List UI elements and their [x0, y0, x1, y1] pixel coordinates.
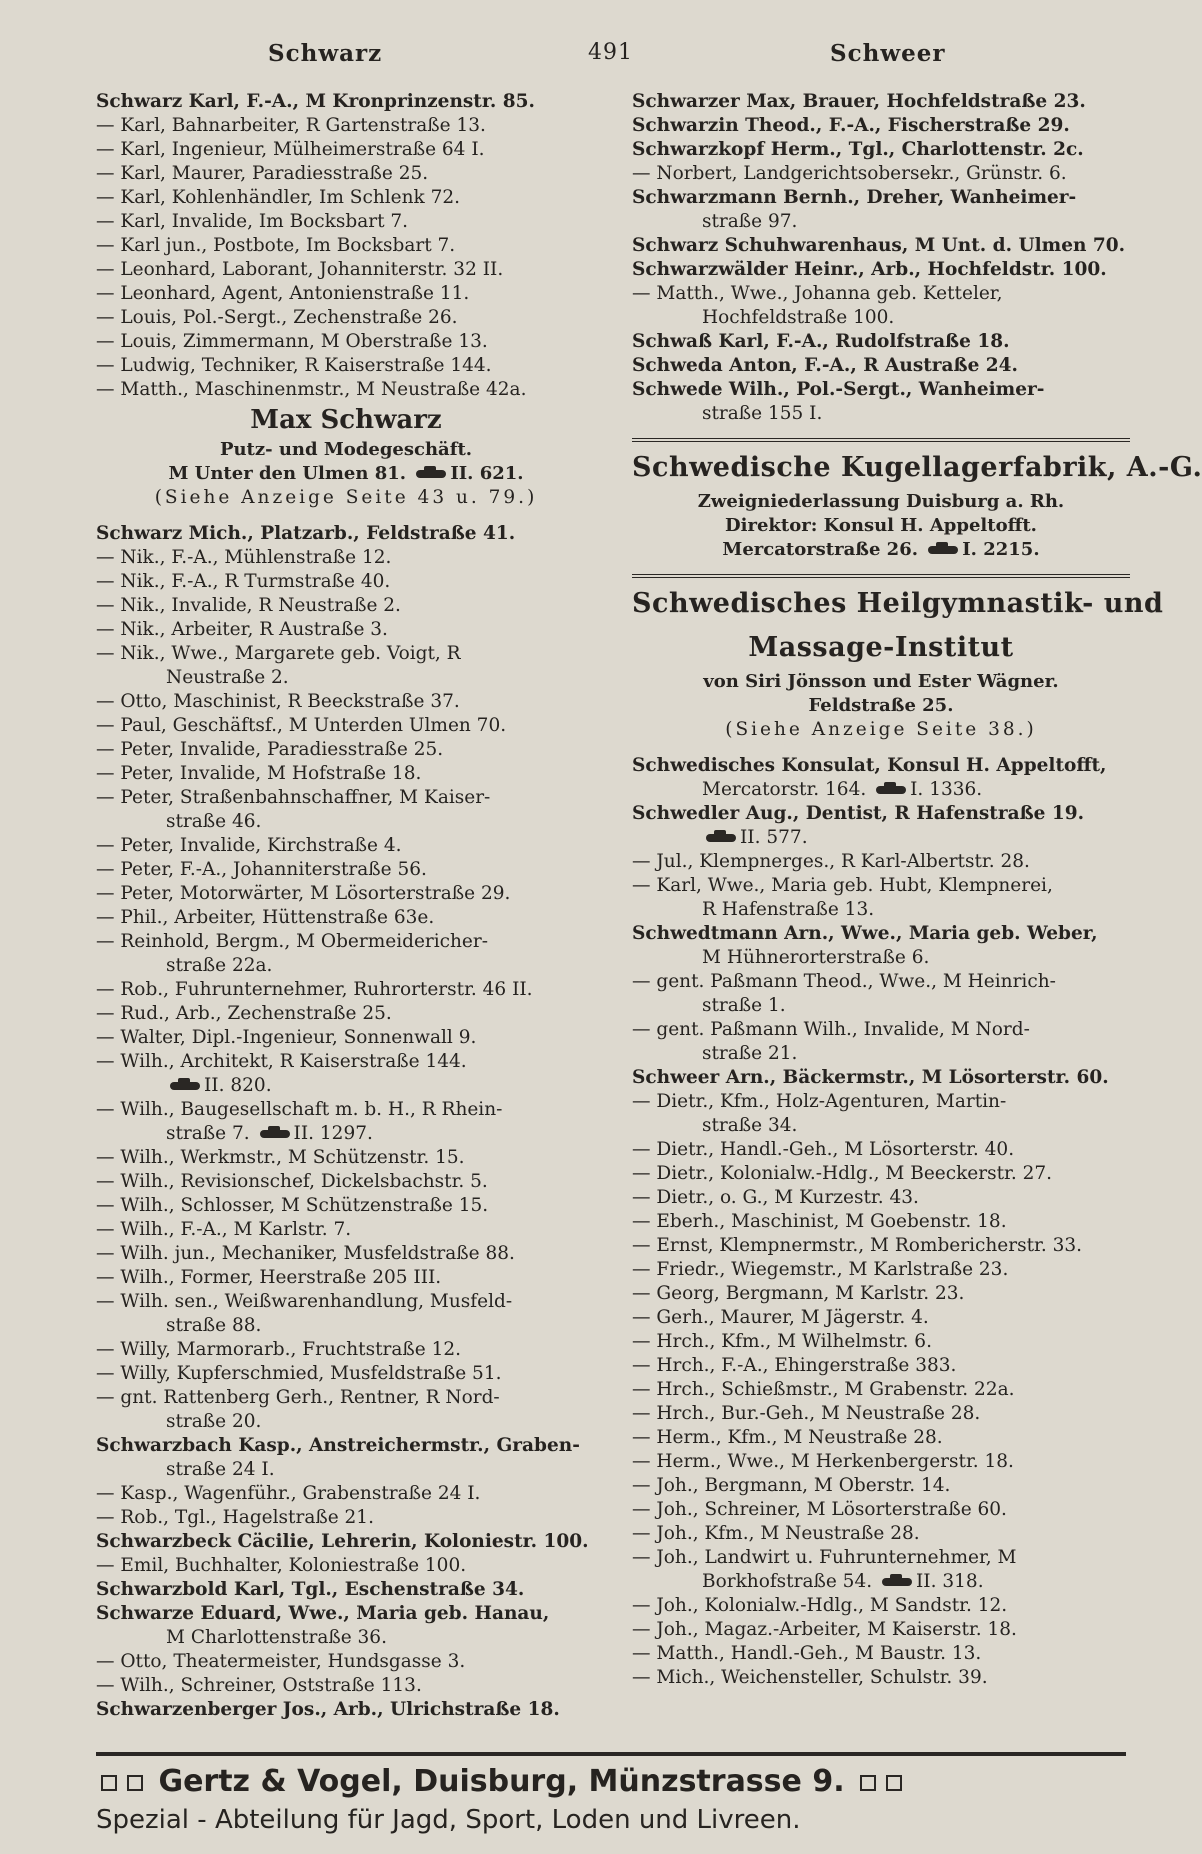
directory-entry [632, 378, 1130, 402]
running-head-left: Schwarz [268, 40, 383, 67]
directory-entry [632, 1546, 1130, 1570]
entry-text: — Karl, Kohlenhändler, Im Schlenk 72. [96, 187, 461, 208]
entry-text: — Rud., Arb., Zechenstraße 25. [96, 1003, 392, 1024]
entry-continuation [96, 1410, 596, 1434]
entry-continuation [96, 1314, 596, 1338]
directory-entry [96, 378, 596, 402]
entry-text: straße 24 I. [166, 1459, 275, 1480]
entry-text: — Karl, Invalide, Im Bocksbart 7. [96, 211, 409, 232]
entry-text: — Paul, Geschäftsf., M Unterden Ulmen 70. [96, 715, 507, 736]
footer-line-2: Spezial - Abteilung für Jagd, Sport, Loden und Livreen. [96, 1805, 801, 1835]
directory-entry [632, 1282, 1130, 1306]
entry-text: — Hrch., F.-A., Ehingerstraße 383. [632, 1355, 957, 1376]
directory-entry [632, 1354, 1130, 1378]
entry-text: — Karl, Wwe., Maria geb. Hubt, Klempnerei, [632, 875, 1053, 896]
advertisement-text [96, 462, 596, 486]
directory-entry [96, 690, 596, 714]
advertisement-heading [96, 402, 596, 438]
directory-entry [96, 1338, 596, 1362]
entry-text: — Karl jun., Postbote, Im Bocksbart 7. [96, 235, 456, 256]
entry-text: — Karl, Ingenieur, Mülheimerstraße 64 I. [96, 139, 485, 160]
directory-entry [96, 1434, 596, 1458]
surname-entry-text: Schwarzkopf Herm., Tgl., Charlottenstr. 2c. [632, 139, 1084, 160]
entry-text: — Leonhard, Laborant, Johanniterstr. 32 II. [96, 259, 504, 280]
entry-text: — Matth., Wwe., Johanna geb. Ketteler, [632, 283, 1003, 304]
telephone-icon [260, 1130, 290, 1138]
directory-entry [96, 90, 596, 114]
entry-text: — Emil, Buchhalter, Koloniestraße 100. [96, 1555, 467, 1576]
directory-entry [632, 1162, 1130, 1186]
telephone-icon [882, 1578, 912, 1586]
surname-entry-text: Schwarzmann Bernh., Dreher, Wanheimer- [632, 187, 1077, 208]
directory-entry [632, 1642, 1130, 1666]
surname-entry-text: Schweer Arn., Bäckermstr., M Lösorterstr. 60. [632, 1067, 1109, 1088]
entry-text: — Nik., F.-A., Mühlenstraße 12. [96, 547, 392, 568]
entry-text: — Louis, Pol.-Sergt., Zechenstraße 26. [96, 307, 458, 328]
surname-entry-text: Schwede Wilh., Pol.-Sergt., Wanheimer- [632, 379, 1045, 400]
surname-entry-text: Schwarzer Max, Brauer, Hochfeldstraße 23. [632, 91, 1086, 112]
entry-text: R Hafenstraße 13. [702, 899, 875, 920]
directory-entry [632, 1234, 1130, 1258]
entry-text: M Unter den Ulmen 81. [168, 463, 407, 484]
advertisement-title [632, 582, 1164, 626]
entry-text: straße 34. [702, 1115, 798, 1136]
running-head-right: Schweer [830, 40, 946, 67]
entry-text: — Wilh., Architekt, R Kaiserstraße 144. [96, 1051, 467, 1072]
phone-number: I. 1336. [910, 779, 983, 800]
spacer [632, 562, 1130, 574]
directory-entry [96, 786, 596, 810]
entry-continuation [632, 1114, 1130, 1138]
surname-entry-text: Schwarz Karl, F.-A., M Kronprinzenstr. 85. [96, 91, 535, 112]
directory-entry [96, 282, 596, 306]
entry-text: — Dietr., Kolonialw.-Hdlg., M Beeckerstr. 27. [632, 1163, 1053, 1184]
directory-entry [632, 1594, 1130, 1618]
entry-text: — Herm., Wwe., M Herkenbergerstr. 18. [632, 1451, 1014, 1472]
entry-text: — Phil., Arbeiter, Hüttenstraße 63e. [96, 907, 435, 928]
advertisement-text [632, 694, 1130, 718]
surname-entry-text: Schwedtmann Arn., Wwe., Maria geb. Weber, [632, 923, 1098, 944]
entry-text: — Georg, Bergmann, M Karlstr. 23. [632, 1283, 965, 1304]
entry-continuation [632, 778, 1130, 802]
entry-text: — Wilh. jun., Mechaniker, Musfeldstraße 88. [96, 1243, 515, 1264]
directory-entry [632, 1210, 1130, 1234]
directory-entry [96, 570, 596, 594]
directory-entry [96, 1002, 596, 1026]
advertisement-title [632, 626, 1130, 670]
directory-entry [96, 1482, 596, 1506]
directory-entry [632, 1258, 1130, 1282]
directory-entry [96, 138, 596, 162]
entry-text: — Leonhard, Agent, Antonienstraße 11. [96, 283, 470, 304]
entry-text: Massage-Institut [748, 632, 1014, 663]
entry-text: — Kasp., Wagenführ., Grabenstraße 24 I. [96, 1483, 481, 1504]
entry-text: — gnt. Rattenberg Gerh., Rentner, R Nord- [96, 1387, 500, 1408]
directory-entry [632, 754, 1130, 778]
entry-text: — Nik., Wwe., Margarete geb. Voigt, R [96, 643, 461, 664]
directory-entry [632, 850, 1130, 874]
directory-entry [632, 1306, 1130, 1330]
entry-text: — Rob., Fuhrunternehmer, Ruhrorterstr. 46 II. [96, 979, 533, 1000]
directory-entry [632, 1378, 1130, 1402]
entry-text: — Wilh., Former, Heerstraße 205 III. [96, 1267, 442, 1288]
advertisement-text [632, 514, 1130, 538]
entry-text: (Siehe Anzeige Seite 38.) [725, 719, 1037, 740]
entry-text: straße 22a. [166, 955, 273, 976]
directory-entry [96, 882, 596, 906]
entry-text: — Joh., Magaz.-Arbeiter, M Kaiserstr. 18. [632, 1619, 1017, 1640]
entry-text: — Hrch., Kfm., M Wilhelmstr. 6. [632, 1331, 932, 1352]
directory-entry [96, 1050, 596, 1074]
entry-continuation [632, 1042, 1130, 1066]
directory-entry [96, 1194, 596, 1218]
spacer [632, 742, 1130, 754]
entry-continuation [96, 954, 596, 978]
entry-continuation [96, 666, 596, 690]
directory-entry [96, 618, 596, 642]
surname-entry-text: Schwaß Karl, F.-A., Rudolfstraße 18. [632, 331, 1010, 352]
entry-text: — gent. Paßmann Theod., Wwe., M Heinrich- [632, 971, 1056, 992]
entry-text: Mercatorstraße 26. [722, 539, 918, 560]
entry-text: — Joh., Kolonialw.-Hdlg., M Sandstr. 12. [632, 1595, 1008, 1616]
entry-text: — Ernst, Klempnermstr., M Rombericherstr. 33. [632, 1235, 1083, 1256]
directory-entry [632, 970, 1130, 994]
entry-text: — Peter, Motorwärter, M Lösorterstraße 29. [96, 883, 511, 904]
directory-entry [96, 330, 596, 354]
directory-entry [632, 90, 1130, 114]
directory-entry [632, 1450, 1130, 1474]
entry-text: straße 155 I. [702, 403, 823, 424]
directory-entry [632, 234, 1130, 258]
entry-text: Hochfeldstraße 100. [702, 307, 895, 328]
entry-text: — Herm., Kfm., M Neustraße 28. [632, 1427, 943, 1448]
directory-entry [632, 330, 1130, 354]
entry-text: — Wilh., Schreiner, Oststraße 113. [96, 1675, 422, 1696]
surname-entry-text: Schweda Anton, F.-A., R Austraße 24. [632, 355, 1018, 376]
entry-text: straße 7. [166, 1123, 250, 1144]
entry-text: — Willy, Marmorarb., Fruchtstraße 12. [96, 1339, 461, 1360]
entry-text: — Louis, Zimmermann, M Oberstraße 13. [96, 331, 488, 352]
directory-entry [96, 1530, 596, 1554]
entry-text: — Peter, F.-A., Johanniterstraße 56. [96, 859, 427, 880]
entry-text: — Nik., Invalide, R Neustraße 2. [96, 595, 401, 616]
directory-entry [632, 162, 1130, 186]
entry-text: — Wilh., F.-A., M Karlstr. 7. [96, 1219, 352, 1240]
directory-entry [96, 594, 596, 618]
entry-text: — Wilh., Schlosser, M Schützenstraße 15. [96, 1195, 489, 1216]
entry-text: Mercatorstr. 164. [702, 779, 867, 800]
directory-entry [632, 138, 1130, 162]
directory-entry [96, 1650, 596, 1674]
directory-entry [96, 1026, 596, 1050]
directory-entry [96, 1242, 596, 1266]
surname-entry-text: Schwarzwälder Heinr., Arb., Hochfeldstr. 100. [632, 259, 1107, 280]
phone-number: II. 621. [450, 463, 524, 484]
entry-continuation [632, 946, 1130, 970]
directory-entry [96, 930, 596, 954]
entry-text: — gent. Paßmann Wilh., Invalide, M Nord- [632, 1019, 1030, 1040]
page-number: 491 [588, 40, 633, 65]
directory-entry [96, 258, 596, 282]
directory-entry [632, 1426, 1130, 1450]
entry-text: — Matth., Handl.-Geh., M Baustr. 13. [632, 1643, 982, 1664]
entry-text: Putz- und Modegeschäft. [219, 439, 473, 460]
entry-text: — Wilh. sen., Weißwarenhandlung, Musfeld- [96, 1291, 513, 1312]
entry-text: — Jul., Klempnerges., R Karl-Albertstr. 28. [632, 851, 1030, 872]
advertisement-title [632, 446, 1202, 490]
directory-entry [96, 714, 596, 738]
square-ornament-icon [886, 1775, 902, 1791]
directory-entry [632, 1474, 1130, 1498]
directory-entry [632, 1522, 1130, 1546]
directory-entry [96, 1266, 596, 1290]
entry-continuation [632, 306, 1130, 330]
left-column [96, 90, 596, 1722]
entry-text: — Eberh., Maschinist, M Goebenstr. 18. [632, 1211, 1007, 1232]
entry-text: — Otto, Theatermeister, Hundsgasse 3. [96, 1651, 466, 1672]
entry-continuation [632, 210, 1130, 234]
directory-entry [96, 1098, 596, 1122]
directory-entry [96, 186, 596, 210]
entry-text: M Charlottenstraße 36. [166, 1627, 387, 1648]
directory-entry [96, 1218, 596, 1242]
entry-text: — Otto, Maschinist, R Beeckstraße 37. [96, 691, 460, 712]
phone-number: II. 1297. [293, 1123, 373, 1144]
entry-text: — Willy, Kupferschmied, Musfeldstraße 51. [96, 1363, 502, 1384]
entry-text: (Siehe Anzeige Seite 43 u. 79.) [154, 487, 538, 508]
entry-continuation [632, 826, 1130, 850]
entry-text: — Hrch., Bur.-Geh., M Neustraße 28. [632, 1403, 981, 1424]
footer-line-1 [96, 1762, 1126, 1802]
directory-entry [632, 1402, 1130, 1426]
directory-entry [96, 1362, 596, 1386]
entry-text: Feldstraße 25. [808, 695, 954, 716]
spacer [632, 426, 1130, 438]
directory-entry [632, 1618, 1130, 1642]
entry-text: straße 97. [702, 211, 798, 232]
directory-entry [96, 1506, 596, 1530]
entry-text: Schwedisches Heilgymnastik- und [632, 588, 1164, 619]
entry-continuation [632, 402, 1130, 426]
entry-text: — Friedr., Wiegemstr., M Karlstraße 23. [632, 1259, 1009, 1280]
directory-entry [632, 1330, 1130, 1354]
directory-entry [96, 546, 596, 570]
entry-text: — Karl, Bahnarbeiter, R Gartenstraße 13. [96, 115, 486, 136]
directory-entry [632, 258, 1130, 282]
directory-entry [96, 834, 596, 858]
entry-text: — Wilh., Baugesellschaft m. b. H., R Rhein- [96, 1099, 503, 1120]
telephone-icon [928, 546, 958, 554]
directory-entry [96, 1602, 596, 1626]
directory-entry [96, 234, 596, 258]
advertisement-text [632, 670, 1130, 694]
directory-entry [96, 1698, 596, 1722]
entry-text: — Ludwig, Techniker, R Kaiserstraße 144. [96, 355, 492, 376]
directory-entry [96, 162, 596, 186]
entry-text: — Joh., Kfm., M Neustraße 28. [632, 1523, 920, 1544]
directory-entry [96, 978, 596, 1002]
entry-text: — Reinhold, Bergm., M Obermeidericher- [96, 931, 488, 952]
directory-entry [96, 354, 596, 378]
advertisement-text [96, 438, 596, 462]
surname-entry-text: Schwarze Eduard, Wwe., Maria geb. Hanau, [96, 1603, 550, 1624]
surname-entry-text: Schwarz Schuhwarenhaus, M Unt. d. Ulmen 70. [632, 235, 1126, 256]
directory-entry [632, 1066, 1130, 1090]
telephone-icon [416, 470, 446, 478]
directory-entry [632, 186, 1130, 210]
entry-continuation [96, 1458, 596, 1482]
directory-entry [96, 114, 596, 138]
entry-text: — Gerh., Maurer, M Jägerstr. 4. [632, 1307, 929, 1328]
spacer [96, 510, 596, 522]
directory-entry [632, 1018, 1130, 1042]
entry-text: straße 20. [166, 1411, 262, 1432]
footer-advertisement [96, 1752, 1126, 1838]
entry-text: Direktor: Konsul H. Appeltofft. [725, 515, 1037, 536]
entry-continuation [632, 994, 1130, 1018]
surname-entry-text: Schwarz Mich., Platzarb., Feldstraße 41. [96, 523, 516, 544]
directory-entry [96, 1674, 596, 1698]
entry-text: — Rob., Tgl., Hagelstraße 21. [96, 1507, 374, 1528]
entry-text: — Dietr., o. G., M Kurzestr. 43. [632, 1187, 919, 1208]
divider-rule [632, 574, 1130, 578]
entry-text: Borkhofstraße 54. [702, 1571, 873, 1592]
directory-entry [96, 858, 596, 882]
entry-text: Zweigniederlassung Duisburg a. Rh. [697, 491, 1065, 512]
phone-number: II. 318. [916, 1571, 984, 1592]
entry-text: — Hrch., Schießmstr., M Grabenstr. 22a. [632, 1379, 1015, 1400]
entry-continuation [632, 1570, 1130, 1594]
entry-text: — Joh., Bergmann, M Oberstr. 14. [632, 1475, 951, 1496]
phone-number: II. 820. [204, 1075, 272, 1096]
footer-company: Gertz & Vogel, Duisburg, Münzstrasse 9. [158, 1764, 845, 1799]
surname-entry-text: Schwarzbeck Cäcilie, Lehrerin, Koloniestr. 100. [96, 1531, 589, 1552]
advertisement-text [632, 490, 1130, 514]
entry-text: — Wilh., Werkmstr., M Schützenstr. 15. [96, 1147, 465, 1168]
entry-text: — Peter, Invalide, Paradiesstraße 25. [96, 739, 444, 760]
directory-entry [632, 1138, 1130, 1162]
directory-entry [632, 1186, 1130, 1210]
entry-text: — Karl, Maurer, Paradiesstraße 25. [96, 163, 429, 184]
entry-text: straße 21. [702, 1043, 798, 1064]
directory-entry [96, 906, 596, 930]
entry-text: — Nik., F.-A., R Turmstraße 40. [96, 571, 391, 592]
entry-text: Schwedische Kugellagerfabrik, A.-G. [632, 452, 1202, 483]
advertisement-reference [632, 718, 1130, 742]
advertisement-text [632, 538, 1130, 562]
entry-continuation [96, 1626, 596, 1650]
directory-entry [96, 522, 596, 546]
entry-text: — Walter, Dipl.-Ingenieur, Sonnenwall 9. [96, 1027, 477, 1048]
directory-entry [96, 642, 596, 666]
directory-entry [96, 1386, 596, 1410]
entry-text: Neustraße 2. [166, 667, 289, 688]
entry-text: — Peter, Straßenbahnschaffner, M Kaiser- [96, 787, 491, 808]
directory-entry [96, 1146, 596, 1170]
phone-number: II. 577. [740, 827, 808, 848]
surname-entry-text: Schwarzin Theod., F.-A., Fischerstraße 29. [632, 115, 1070, 136]
directory-entry [96, 210, 596, 234]
directory-entry [632, 1090, 1130, 1114]
directory-entry [96, 1554, 596, 1578]
square-ornament-icon [101, 1775, 117, 1791]
entry-text: — Mich., Weichensteller, Schulstr. 39. [632, 1667, 988, 1688]
directory-entry [632, 114, 1130, 138]
entry-text: — Nik., Arbeiter, R Austraße 3. [96, 619, 388, 640]
right-column [632, 90, 1202, 1690]
advertisement-reference [96, 486, 596, 510]
telephone-icon [706, 834, 736, 842]
surname-entry-text: Schwarzenberger Jos., Arb., Ulrichstraße 18. [96, 1699, 560, 1720]
directory-entry [96, 1290, 596, 1314]
entry-text: — Joh., Landwirt u. Fuhrunternehmer, M [632, 1547, 1017, 1568]
entry-continuation [632, 898, 1130, 922]
directory-entry [632, 802, 1130, 826]
entry-text: — Joh., Schreiner, M Lösorterstraße 60. [632, 1499, 1007, 1520]
directory-entry [96, 738, 596, 762]
entry-text: straße 46. [166, 811, 262, 832]
directory-entry [632, 1666, 1130, 1690]
telephone-icon [876, 786, 906, 794]
entry-text: — Dietr., Kfm., Holz-Agenturen, Martin- [632, 1091, 1007, 1112]
entry-text: — Peter, Invalide, Kirchstraße 4. [96, 835, 402, 856]
entry-text: straße 1. [702, 995, 786, 1016]
square-ornament-icon [127, 1775, 143, 1791]
directory-entry [632, 1498, 1130, 1522]
entry-text: von Siri Jönsson und Ester Wägner. [703, 671, 1059, 692]
directory-entry [96, 762, 596, 786]
divider-rule [632, 438, 1130, 442]
entry-text: Max Schwarz [250, 405, 442, 435]
directory-entry [632, 922, 1130, 946]
directory-entry [632, 354, 1130, 378]
square-ornament-icon [860, 1775, 876, 1791]
telephone-icon [170, 1082, 200, 1090]
surname-entry-text: Schwedisches Konsulat, Konsul H. Appeltofft, [632, 755, 1107, 776]
entry-continuation [96, 1122, 596, 1146]
surname-entry-text: Schwarzbach Kasp., Anstreichermstr., Graben- [96, 1435, 580, 1456]
directory-entry [632, 874, 1130, 898]
entry-text: — Wilh., Revisionschef, Dickelsbachstr. 5. [96, 1171, 488, 1192]
entry-text: — Matth., Maschinenmstr., M Neustraße 42a. [96, 379, 527, 400]
entry-text: M Hühnerorterstraße 6. [702, 947, 930, 968]
entry-continuation [96, 1074, 596, 1098]
entry-text: — Dietr., Handl.-Geh., M Lösorterstr. 40. [632, 1139, 1015, 1160]
directory-entry [96, 1578, 596, 1602]
entry-continuation [96, 810, 596, 834]
entry-text: straße 88. [166, 1315, 262, 1336]
phone-number: I. 2215. [962, 539, 1040, 560]
directory-entry [96, 1170, 596, 1194]
directory-entry [96, 306, 596, 330]
directory-entry [632, 282, 1130, 306]
entry-text: — Norbert, Landgerichtsobersekr., Grünstr. 6. [632, 163, 1067, 184]
entry-text: — Peter, Invalide, M Hofstraße 18. [96, 763, 422, 784]
surname-entry-text: Schwedler Aug., Dentist, R Hafenstraße 19. [632, 803, 1085, 824]
surname-entry-text: Schwarzbold Karl, Tgl., Eschenstraße 34. [96, 1579, 525, 1600]
